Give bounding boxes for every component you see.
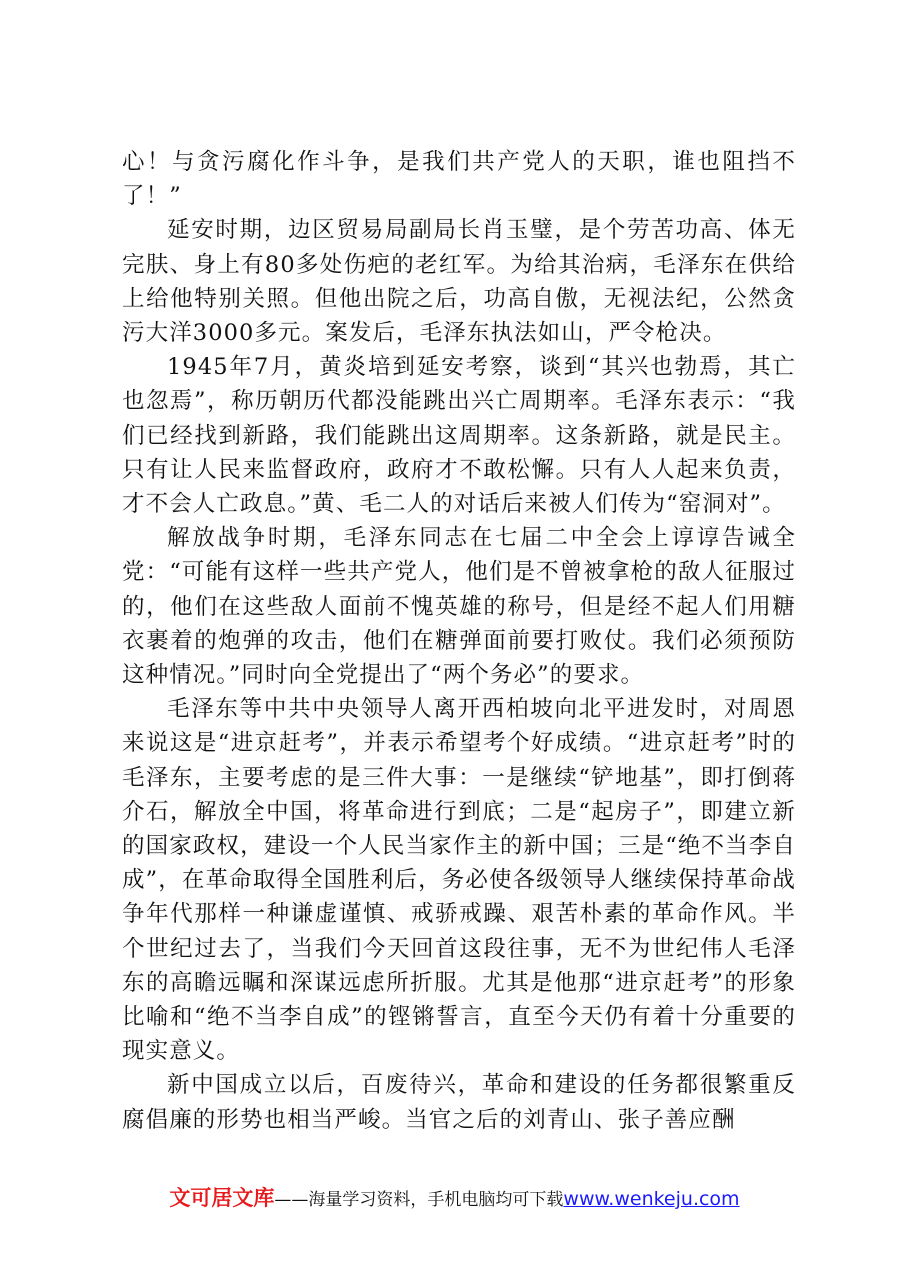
paragraph-huang-yanpei: 1945年7月，黄炎培到延安考察，谈到“其兴也勃焉，其亡也忽焉”，称历朝历代都没能跳出兴亡周期率。毛泽东表示：“我们已经找到新路，我们能跳出这周期率。这条新路，就是民主。只有让人民来监督政府，政府才不敢松懈。只有人人起来负责，才不会人亡政息。”黄、毛二人的对话后来被人们传为“窑洞对”。 bbox=[122, 354, 796, 518]
paragraph-new-china: 新中国成立以后，百废待兴，革命和建设的任务都很繁重反腐倡廉的形势也相当严峻。当官之后的刘青山、张子善应酬 bbox=[122, 1072, 796, 1133]
footer-site-link[interactable]: www.wenkeju.com bbox=[563, 1188, 740, 1210]
paragraph-second-plenum: 解放战争时期，毛泽东同志在七届二中全会上谆谆告诫全党：“可能有这样一些共产党人，他们是不曾被拿枪的敌人征服过的，他们在这些敌人面前不愧英雄的称号，但是经不起人们用糖衣裹着的炮弹的攻击，他们在糖弹面前要打败仗。我们必须预防这种情况。”同时向全党提出了“两个务必”的要求。 bbox=[122, 525, 796, 689]
body-text bbox=[122, 145, 796, 1137]
paragraph-jinjing-gankao: 毛泽东等中共中央领导人离开西柏坡向北平进发时，对周恩来说这是“进京赶考”，并表示希望考个好成绩。“进京赶考”时的毛泽东，主要考虑的是三件大事：一是继续“铲地基”，即打倒蒋介石，解放全中国，将革命进行到底；二是“起房子”，即建立新的国家政权，建设一个人民当家作主的新中国；三是“绝不当李自成”，在革命取得全国胜利后，务必使各级领导人继续保持革命战争年代那样一种谦虚谨慎、戒骄戒躁、艰苦朴素的革命作风。半个世纪过去了，当我们今天回首这段往事，无不为世纪伟人毛泽东的高瞻远瞩和深谋远虑所折服。尤其是他那“进京赶考”的形象比喻和“绝不当李自成”的铿锵誓言，直至今天仍有着十分重要的现实意义。 bbox=[122, 696, 796, 1065]
footer-banner bbox=[0, 1182, 909, 1212]
footer-brand: 文可居文库 bbox=[169, 1186, 275, 1210]
paragraph-continuation: 心！与贪污腐化作斗争，是我们共产党人的天职，谁也阻挡不了！” bbox=[122, 149, 796, 210]
footer-tagline: ——海量学习资料，手机电脑均可下载 bbox=[274, 1190, 564, 1210]
paragraph-xiao-yubi: 延安时期，边区贸易局副局长肖玉璧，是个劳苦功高、体无完肤、身上有80多处伤疤的老红军。为给其治病，毛泽东在供给上给他特别关照。但他出院之后，功高自傲，无视法纪，公然贪污大洋3000多元。案发后，毛泽东执法如山，严令枪决。 bbox=[122, 217, 796, 347]
